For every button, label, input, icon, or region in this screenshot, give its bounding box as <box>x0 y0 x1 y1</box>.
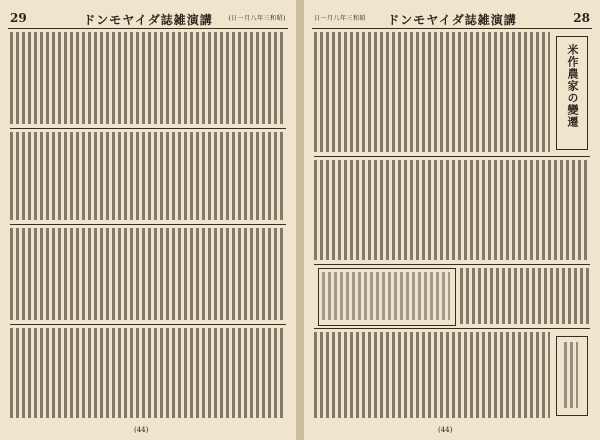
right-page-header <box>312 10 592 29</box>
article-title: 米作農家の變遷 <box>566 44 579 128</box>
left-running-title: ドンモヤイダ誌雑演講 <box>83 13 213 27</box>
text-column <box>10 228 286 320</box>
right-page-body <box>314 32 590 418</box>
left-header-meta: (日一月八年三和昭) <box>228 15 286 22</box>
right-folio: (44) <box>438 426 453 434</box>
column-rule <box>314 264 590 265</box>
text-column <box>10 132 286 220</box>
left-page-body <box>10 32 286 418</box>
column-rule <box>314 328 590 329</box>
right-header-meta: 日一月八年三和昭 <box>314 15 367 22</box>
right-page-number: 28 <box>573 11 590 25</box>
left-folio: (44) <box>134 426 149 434</box>
left-page-header <box>8 10 288 29</box>
book-gutter <box>296 0 304 440</box>
column-rule <box>10 128 286 129</box>
text-column <box>314 32 550 152</box>
text-column <box>460 268 590 324</box>
column-rule <box>10 324 286 325</box>
column-rule <box>10 224 286 225</box>
text-column <box>314 332 550 418</box>
column-rule <box>314 156 590 157</box>
text-column <box>10 32 286 124</box>
right-running-title: ドンモヤイダ誌雑演講 <box>387 13 517 27</box>
text-column <box>10 328 286 418</box>
right-page <box>304 0 600 440</box>
text-column <box>314 160 590 260</box>
left-page-number: 29 <box>10 11 27 25</box>
left-page <box>0 0 296 440</box>
table-entries <box>322 272 450 320</box>
section-heading <box>564 342 578 408</box>
